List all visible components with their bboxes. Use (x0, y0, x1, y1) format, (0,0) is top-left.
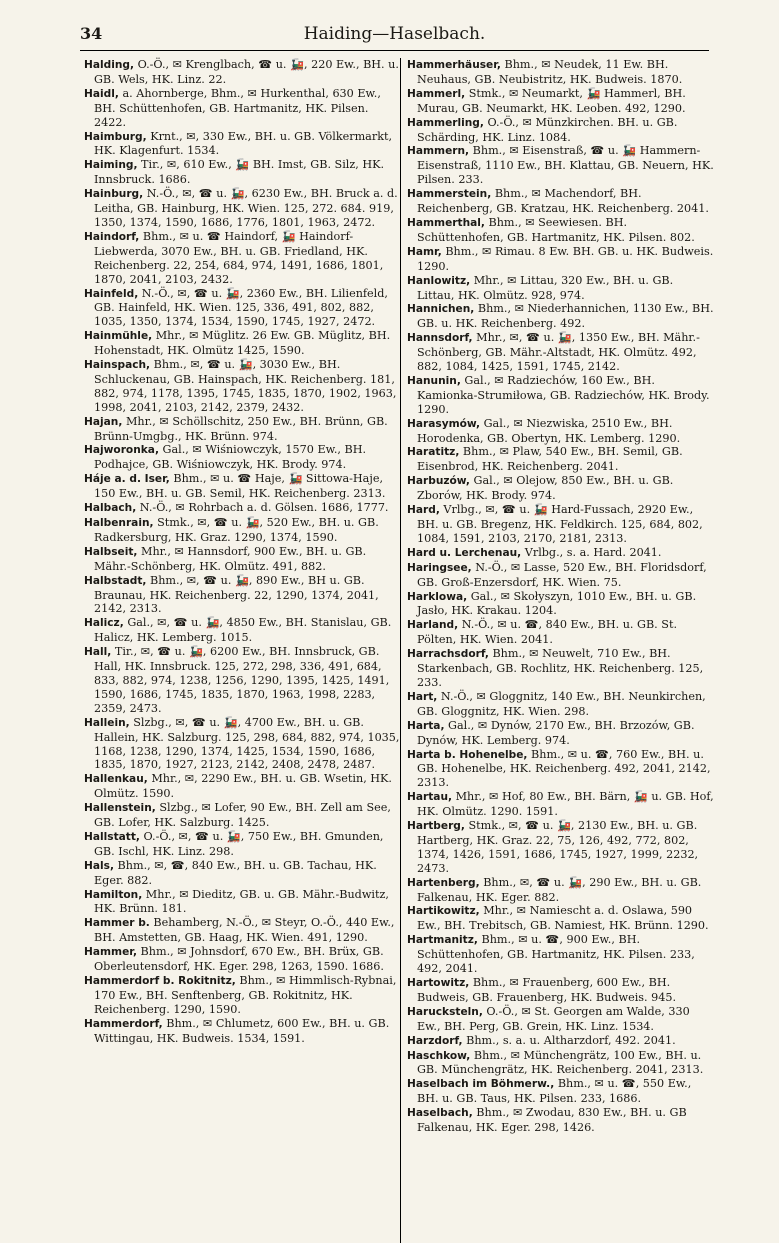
gazetteer-entry (84, 516, 400, 545)
entry-text: Stmk., ✉, ☎ u. 🚂, 2130 Ew., BH. u. GB. Hartberg, HK. Graz. 22, 75, 126, 492, 772, 802, 1374, 1426, 1591, 1686, 1745, 1927, 1999, 2232, 2473. (417, 819, 699, 875)
entry-headword: Hartberg, (407, 820, 465, 833)
entry-text: Gal., ✉ Skołyszyn, 1010 Ew., BH. u. GB. Jasło, HK. Krakau. 1204. (417, 589, 697, 618)
entry-headword: Haiming, (84, 159, 138, 172)
entry-headword: Hammerdorf, (84, 1017, 163, 1030)
gazetteer-entry (407, 374, 714, 417)
entry-text: Mhr., ✉, 2290 Ew., BH. u. GB. Wsetin, HK. Olmütz. 1590. (94, 772, 392, 801)
entry-headword: Hartmanitz, (407, 934, 478, 947)
entry-text: Gal., ✉ Wiśniowczyk, 1570 Ew., BH. Podhajce, GB. Wiśniowczyk, HK. Brody. 974. (94, 443, 367, 472)
entry-headword: Hallenstein, (84, 802, 156, 815)
entry-text: Mhr., ✉ Dieditz, GB. u. GB. Mähr.-Budwitz, HK. Brünn. 181. (94, 887, 389, 916)
entry-text: Bhm., ✉, ☎, 840 Ew., BH. u. GB. Tachau, HK. Eger. 882. (94, 858, 377, 887)
entry-text: Behamberg, N.-Ö., ✉ Steyr, O.-Ö., 440 Ew., BH. Amstetten, GB. Haag, HK. Wien. 491, 1290. (94, 916, 395, 945)
entry-text: Bhm., ✉, ☎ u. 🚂, 890 Ew., BH u. GB. Braunau, HK. Reichenberg. 22, 1290, 1374, 2041, 2142, 2313. (94, 573, 379, 616)
entry-text: Bhm., s. a. u. Altharzdorf, 492. 2041. (466, 1033, 676, 1047)
entry-text: Mhr., ✉ Schöllschitz, 250 Ew., BH. Brünn, GB. Brünn-Umgbg., HK. Brünn. 974. (94, 414, 388, 443)
gazetteer-entry (407, 116, 714, 145)
entry-headword: Hammern, (407, 145, 470, 158)
gazetteer-entry (407, 904, 714, 933)
gazetteer-entry (84, 472, 400, 501)
entry-text: Gal., ✉ Dynów, 2170 Ew., BH. Brzozów, GB. Dynów, HK. Lemberg. 974. (417, 718, 695, 747)
gazetteer-entry (407, 748, 714, 791)
gazetteer-entry (84, 801, 400, 830)
entry-text: Mhr., ✉ Hof, 80 Ew., BH. Bärn, 🚂 u. GB. Hof, HK. Olmütz. 1290. 1591. (417, 790, 714, 819)
entry-text: N.-Ö., ✉ Gloggnitz, 140 Ew., BH. Neunkirchen, GB. Gloggnitz, HK. Wien. 298. (417, 689, 706, 718)
entry-text: Bhm., ✉ u. ☎, 760 Ew., BH. u. GB. Hohenelbe, HK. Reichenberg. 492, 2041, 2142, 2313. (417, 747, 711, 790)
page-number: 34 (80, 24, 103, 43)
entry-text: Bhm., ✉ Frauenberg, 600 Ew., BH. Budweis, GB. Frauenberg, HK. Budweis. 945. (417, 976, 677, 1004)
entry-headword: Haringsee, (407, 561, 472, 574)
entry-text: Bhm., ✉ Zwodau, 830 Ew., BH. u. GB Falkenau, HK. Eger. 298, 1426. (417, 1106, 687, 1135)
entry-text: O.-Ö., ✉ Münzkirchen. BH. u. GB. Schärding, HK. Linz. 1084. (417, 115, 678, 144)
page-title: Haiding—Haselbach. (303, 24, 486, 44)
gazetteer-entry (84, 830, 400, 859)
gazetteer-entry (407, 976, 714, 1005)
entry-headword: Hammerstein, (407, 188, 492, 201)
gazetteer-entry (407, 87, 714, 116)
entry-headword: Harucksteln, (407, 1005, 483, 1018)
gazetteer-entry (84, 130, 400, 159)
entry-headword: Hartau, (407, 791, 453, 804)
entry-text: Gal., ✉ Niezwiska, 2510 Ew., BH. Horodenka, GB. Obertyn, HK. Lemberg. 1290. (417, 416, 681, 445)
gazetteer-entry (407, 245, 714, 274)
entry-text: N.-Ö., ✉ Lasse, 520 Ew., BH. Floridsdorf, GB. Groß-Enzersdorf, HK. Wien. 75. (417, 560, 707, 589)
gazetteer-entry (84, 187, 400, 230)
gazetteer-entry (84, 645, 400, 716)
entry-headword: Hainfeld, (84, 287, 139, 300)
entry-headword: Halding, (84, 59, 135, 71)
entry-text: Stmk., ✉ Neumarkt, 🚂 Hammerl, BH. Murau, GB. Neumarkt, HK. Leoben. 492, 1290. (417, 86, 686, 115)
gazetteer-entry (407, 819, 714, 876)
gazetteer-entry (407, 933, 714, 976)
gazetteer-entry (407, 144, 714, 187)
entry-headword: Harasymów, (407, 417, 481, 430)
entry-headword: Hanunin, (407, 374, 461, 387)
entry-text: Mhr., ✉ Müglitz. 26 Ew. GB. Müglitz, BH. Hohenstadt, HK. Olmütz 1425, 1590. (94, 329, 391, 358)
entry-text: N.-Ö., ✉ u. ☎, 840 Ew., BH. u. GB. St. Pölten, HK. Wien. 2041. (417, 618, 678, 647)
gazetteer-entry (407, 876, 714, 905)
entry-headword: Hall, (84, 646, 112, 659)
gazetteer-entry (84, 87, 400, 130)
entry-text: Bhm., ✉ Machendorf, BH. Reichenberg, GB. Kratzau, HK. Reichenberg. 2041. (417, 187, 709, 216)
right-column (400, 58, 714, 1243)
entry-text: Tir., ✉, 610 Ew., 🚂 BH. Imst, GB. Silz, HK. Innsbruck. 1686. (94, 158, 385, 187)
entry-headword: Harta b. Hohenelbe, (407, 748, 528, 761)
entry-headword: Halicz, (84, 617, 124, 630)
entry-text: Mhr., ✉, ☎ u. 🚂, 1350 Ew., BH. Mähr.-Schönberg, GB. Mähr.-Altstadt, HK. Olmütz. 492, 882, 1084, 1425, 1591, 1745, 2142. (417, 331, 700, 374)
entry-text: O.-Ö., ✉, ☎ u. 🚂, 750 Ew., BH. Gmunden, GB. Ischl, HK. Linz. 298. (94, 829, 384, 858)
entry-headword: Hals, (84, 859, 114, 872)
entry-text: Bhm., ✉ Eisenstraß, ☎ u. 🚂 Hammern-Eisenstraß, 1110 Ew., BH. Klattau, GB. Neuern, HK. Pilsen. 233. (417, 144, 714, 187)
entry-headword: Hammerhäuser, (407, 59, 501, 71)
gazetteer-entry (84, 916, 400, 945)
gazetteer-entry (84, 329, 400, 358)
entry-headword: Harbuzów, (407, 475, 470, 488)
gazetteer-entry (84, 859, 400, 888)
gazetteer-entry (407, 331, 714, 374)
entry-text: Bhm., ✉, ☎ u. 🚂, 290 Ew., BH. u. GB. Falkenau, HK. Eger. 882. (417, 875, 702, 904)
gazetteer-entry (407, 647, 714, 690)
gazetteer-entry (407, 790, 714, 819)
entry-text: Vrlbg., ✉, ☎ u. 🚂 Hard-Fussach, 2920 Ew., BH. u. GB. Bregenz, HK. Feldkirch. 125, 684, 802, 1084, 1591, 2103, 2170, 2181, 2313. (417, 503, 703, 545)
entry-headword: Hartenberg, (407, 876, 480, 889)
gazetteer-entry (407, 417, 714, 446)
entry-headword: Hajworonka, (84, 444, 159, 457)
entry-text: N.-Ö., ✉, ☎ u. 🚂, 6230 Ew., BH. Bruck a. d. Leitha, GB. Hainburg, HK. Wien. 125, 272. 684. 919, 1350, 1374, 1590, 1686, 1776, 1801, 1963, 2472. (94, 187, 398, 229)
entry-headword: Hammer b. (84, 917, 150, 930)
gazetteer-entry (407, 546, 714, 561)
entry-text: O.-Ö., ✉ Krenglbach, ☎ u. 🚂, 220 Ew., BH. u. GB. Wels, HK. Linz. 22. (94, 58, 399, 86)
gazetteer-entry (407, 618, 714, 647)
gazetteer-entry (407, 58, 714, 87)
gazetteer-entry (407, 1106, 714, 1135)
gazetteer-entry (407, 561, 714, 590)
entry-headword: Hainmühle, (84, 330, 153, 343)
gazetteer-entry (407, 445, 714, 474)
entry-headword: Hanlowitz, (407, 274, 471, 287)
gazetteer-entry (407, 503, 714, 546)
entry-headword: Hart, (407, 690, 438, 703)
gazetteer-entry (84, 358, 400, 415)
gazetteer-entry (407, 187, 714, 216)
entry-text: Bhm., ✉ u. ☎, 550 Ew., BH. u. GB. Taus, HK. Pilsen. 233, 1686. (417, 1077, 692, 1106)
gazetteer-entry (84, 158, 400, 187)
gazetteer-entry (407, 274, 714, 303)
entry-text: Bhm., ✉ Münchengrätz, 100 Ew., BH. u. GB. Münchengrätz, HK. Reichenberg. 2041, 2313. (417, 1048, 704, 1077)
entry-headword: Hammerling, (407, 116, 484, 129)
entry-headword: Haidl, (84, 87, 119, 100)
gazetteer-entry (407, 302, 714, 331)
entry-headword: Harta, (407, 719, 445, 732)
entry-text: a. Ahornberge, Bhm., ✉ Hurkenthal, 630 Ew., BH. Schüttenhofen, GB. Hartmanitz, HK. Pilsen. 2422. (94, 86, 381, 129)
entry-text: Bhm., ✉ Neudek, 11 Ew. BH. Neuhaus, GB. Neubistritz, HK. Budweis. 1870. (417, 58, 683, 86)
entry-text: N.-Ö., ✉, ☎ u. 🚂, 2360 Ew., BH. Lilienfeld, GB. Hainfeld, HK. Wien. 125, 336, 491, 802, 882, 1035, 1350, 1374, 1534, 1590, 1745, 1927, 2472. (94, 286, 388, 329)
entry-text: Mhr., ✉ Namiescht a. d. Oslawa, 590 Ew., BH. Trebitsch, GB. Namiest, HK. Brünn. 1290. (417, 904, 709, 933)
entry-text: Slzbg., ✉ Lofer, 90 Ew., BH. Zell am See, GB. Lofer, HK. Salzburg. 1425. (94, 801, 391, 830)
entry-headword: Haratitz, (407, 446, 460, 459)
entry-text: Bhm., ✉ Seewiesen. BH. Schüttenhofen, GB. Hartmanitz, HK. Pilsen. 802. (417, 215, 695, 244)
gazetteer-entry (407, 590, 714, 619)
entry-headword: Harland, (407, 619, 459, 632)
entry-text: Stmk., ✉, ☎ u. 🚂, 520 Ew., BH. u. GB. Radkersburg, HK. Graz. 1290, 1374, 1590. (94, 516, 379, 544)
entry-text: Bhm., ✉ Neuwelt, 710 Ew., BH. Starkenbach, GB. Rochlitz, HK. Reichenberg. 125, 233. (417, 647, 704, 689)
entry-headword: Haindorf, (84, 230, 140, 243)
entry-text: Gal., ✉, ☎ u. 🚂, 4850 Ew., BH. Stanislau, GB. Halicz, HK. Lemberg. 1015. (94, 616, 392, 645)
entry-text: Bhm., ✉ Plaw, 540 Ew., BH. Semil, GB. Eisenbrod, HK. Reichenberg. 2041. (417, 445, 683, 474)
entry-text: O.-Ö., ✉ St. Georgen am Walde, 330 Ew., BH. Perg, GB. Grein, HK. Linz. 1534. (417, 1004, 690, 1033)
entry-text: Krnt., ✉, 330 Ew., BH. u. GB. Völkermarkt, HK. Klagenfurt. 1534. (94, 129, 393, 158)
entry-headword: Hainburg, (84, 188, 144, 201)
entry-headword: Hannichen, (407, 303, 475, 316)
entry-headword: Halbach, (84, 502, 137, 515)
entry-headword: Hajan, (84, 415, 123, 428)
entry-text: N.-Ö., ✉ Rohrbach a. d. Gölsen. 1686, 1777. (139, 501, 389, 515)
entry-text: Bhm., ✉ Rimau. 8 Ew. BH. GB. u. HK. Budweis. 1290. (417, 244, 714, 273)
gazetteer-entry (84, 772, 400, 801)
entry-headword: Hartowitz, (407, 977, 470, 989)
gazetteer-entry (407, 216, 714, 245)
header-rule (80, 50, 709, 51)
gazetteer-entry (84, 545, 400, 574)
entry-text: Mhr., ✉ Littau, 320 Ew., BH. u. GB. Littau, HK. Olmütz. 928, 974. (417, 273, 674, 302)
gazetteer-entry (407, 1005, 714, 1034)
entry-headword: Háje a. d. Iser, (84, 473, 170, 486)
entry-headword: Hallstatt, (84, 830, 140, 843)
entry-text: Bhm., ✉ u. ☎, 900 Ew., BH. Schüttenhofen, GB. Hartmanitz, HK. Pilsen. 233, 492, 2041. (417, 933, 695, 976)
entry-headword: Hallenkau, (84, 773, 148, 786)
gazetteer-entry (407, 474, 714, 503)
gazetteer-entry (84, 945, 400, 974)
entry-headword: Hainspach, (84, 359, 151, 372)
gazetteer-entry (407, 1077, 714, 1106)
entry-headword: Hard u. Lerchenau, (407, 546, 522, 559)
page-header (80, 20, 709, 50)
gazetteer-entry (84, 716, 400, 773)
entry-headword: Halbstadt, (84, 574, 147, 587)
entry-headword: Hammerl, (407, 87, 466, 100)
gazetteer-entry (407, 719, 714, 748)
entry-headword: Hamilton, (84, 888, 143, 901)
entry-headword: Halbenrain, (84, 517, 154, 529)
entry-headword: Haselbach im Böhmerw., (407, 1078, 555, 1091)
entry-text: Bhm., ✉, ☎ u. 🚂, 3030 Ew., BH. Schluckenau, GB. Hainspach, HK. Reichenberg. 181, 882, 974, 1178, 1395, 1745, 1835, 1870, 1902, 1963, 1998, 2041, 2103, 2142, 2379, 2432. (94, 358, 397, 414)
entry-text: Vrlbg., s. a. Hard. 2041. (524, 545, 662, 559)
entry-text: Gal., ✉ Radziechów, 160 Ew., BH. Kamionka-Strumiłowa, GB. Radziechów, HK. Brody. 1290. (417, 373, 710, 416)
gazetteer-entry (84, 230, 400, 287)
entry-headword: Hammerdorf b. Rokitnitz, (84, 975, 236, 987)
gazetteer-entry (84, 501, 400, 516)
entry-headword: Harzdorf, (407, 1034, 463, 1047)
entry-text: Slzbg., ✉, ☎ u. 🚂, 4700 Ew., BH. u. GB. Hallein, HK. Salzburg. 125, 298, 684, 882, 974, 1035, 1168, 1238, 1290, 1374, 1425, 1534, 1590, 1686, 1835, 1870, 1927, 2123, 2142, 2408, 2478, 2487. (94, 715, 400, 772)
entry-headword: Hannsdorf, (407, 332, 473, 345)
left-column (84, 58, 400, 1243)
gazetteer-entry (84, 287, 400, 330)
entry-headword: Haimburg, (84, 130, 147, 143)
gazetteer-entry (84, 443, 400, 472)
entry-headword: Hartikowitz, (407, 905, 480, 918)
gazetteer-entry (84, 974, 400, 1017)
entry-text: Bhm., ✉ Chlumetz, 600 Ew., BH. u. GB. Wittingau, HK. Budweis. 1534, 1591. (94, 1016, 390, 1045)
entry-text: Bhm., ✉ Niederhannichen, 1130 Ew., BH. GB. u. HK. Reichenberg. 492. (417, 302, 714, 331)
entry-headword: Hamr, (407, 245, 442, 258)
gazetteer-entry (84, 616, 400, 645)
entry-text: Bhm., ✉ u. ☎ Haindorf, 🚂 Haindorf-Liebwerda, 3070 Ew., BH. u. GB. Friedland, HK. Reichenberg. 22, 254, 684, 974, 1491, 1686, 1801, 1870, 2041, 2103, 2432. (94, 229, 384, 286)
gazetteer-entry (407, 1049, 714, 1078)
entry-text: Gal., ✉ Olejow, 850 Ew., BH. u. GB. Zborów, HK. Brody. 974. (417, 474, 674, 503)
entry-headword: Haschkow, (407, 1049, 471, 1062)
gazetteer-entry (84, 888, 400, 917)
entry-headword: Haselbach, (407, 1107, 473, 1120)
entry-text: Mhr., ✉ Hannsdorf, 900 Ew., BH. u. GB. Mähr.-Schönberg, HK. Olmütz. 491, 882. (94, 544, 367, 573)
entry-headword: Hallein, (84, 716, 130, 729)
entry-headword: Hard, (407, 504, 440, 517)
entry-headword: Hammerthal, (407, 216, 485, 229)
entry-headword: Halbseit, (84, 545, 138, 558)
entry-headword: Harrachsdorf, (407, 648, 489, 661)
entry-headword: Harklowa, (407, 590, 468, 603)
entry-text: Bhm., ✉ Himmlisch-Rybnai, 170 Ew., BH. Senftenberg, GB. Rokitnitz, HK. Reichenberg. 1290, 1590. (94, 974, 397, 1016)
gazetteer-entry (84, 1017, 400, 1046)
gazetteer-entry (84, 415, 400, 444)
gazetteer-entry (84, 574, 400, 617)
entry-text: Tir., ✉, ☎ u. 🚂, 6200 Ew., BH. Innsbruck, GB. Hall, HK. Innsbruck. 125, 272, 298, 336, 491, 684, 833, 882, 974, 1238, 1256, 1290, 1395, 1425, 1491, 1590, 1686, 1745, 1835, 1870, 1963, 1998, 2283, 2359, 2473. (94, 645, 390, 715)
gazetteer-entry (407, 1034, 714, 1049)
entry-headword: Hammer, (84, 946, 137, 959)
entry-text: Bhm., ✉ Johnsdorf, 670 Ew., BH. Brüx, GB. Oberleutensdorf, HK. Eger. 298, 1263, 1590. 1686. (94, 945, 384, 974)
entry-text: Bhm., ✉ u. ☎ Haje, 🚂 Sittowa-Haje, 150 Ew., BH. u. GB. Semil, HK. Reichenberg. 2313. (94, 472, 386, 501)
gazetteer-entry (84, 58, 400, 87)
gazetteer-entry (407, 690, 714, 719)
